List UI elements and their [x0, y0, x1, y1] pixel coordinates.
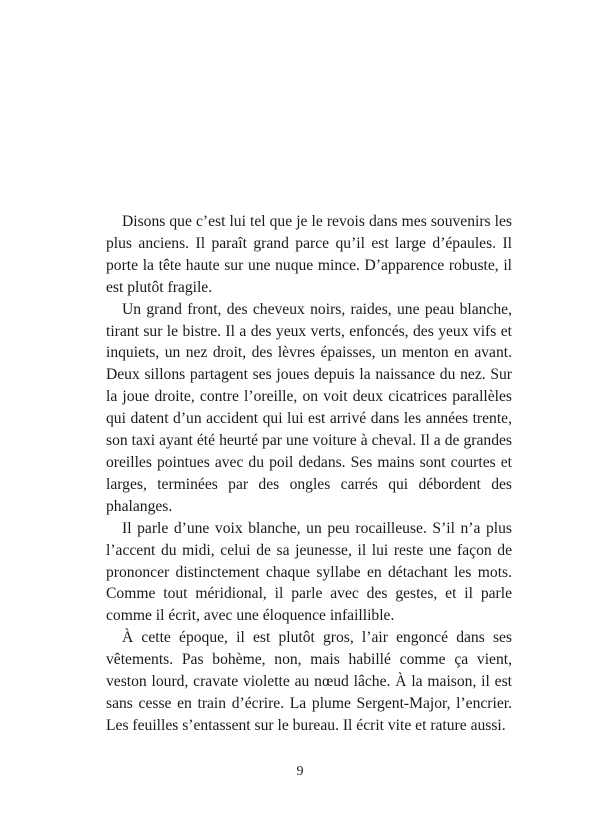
paragraph-1: Disons que c’est lui tel que je le revois dans mes souvenirs les plus anciens. Il paraît grand parce qu’il est large d’épaules. Il porte la tête haute sur une nuque mince. D’apparence robuste, il est plutôt fragile.	[106, 213, 512, 296]
paragraph-3: Il parle d’une voix blanche, un peu rocailleuse. S’il n’a plus l’accent du midi, celui de sa jeunesse, il lui reste une façon de prononcer distinctement chaque syllabe en détachant les mots. Comme tout méridional, il parle avec des gestes, et il parle comme il écrit, avec une éloquence infaillible.	[106, 519, 512, 625]
body-text	[106, 211, 512, 737]
paragraph-4: À cette époque, il est plutôt gros, l’air engoncé dans ses vêtements. Pas bohème, non, mais habillé comme ça vient, veston lourd, cravate violette au nœud lâche. À la maison, il est sans cesse en train d’écrire. La plume Sergent-Major, l’encrier. Les feuilles s’entassent sur le bureau. Il écrit vite et rature aussi.	[106, 629, 512, 734]
paragraph-2: Un grand front, des cheveux noirs, raides, une peau blanche, tirant sur le bistre. Il a des yeux verts, enfoncés, des yeux vifs et inquiets, un nez droit, des lèvres épaisses, un menton en avant. Deux sillons partagent ses joues depuis la naissance du nez. Sur la joue droite, contre l’oreille, on voit deux cicatrices parallèles qui datent d’un accident qui lui est arrivé dans les années trente, son taxi ayant été heurté par une voiture à cheval. Il a de grandes oreilles pointues avec du poil dedans. Ses mains sont courtes et larges, terminées par des ongles carrés qui débordent des phalanges.	[106, 300, 512, 515]
page-number: 9	[296, 764, 304, 779]
